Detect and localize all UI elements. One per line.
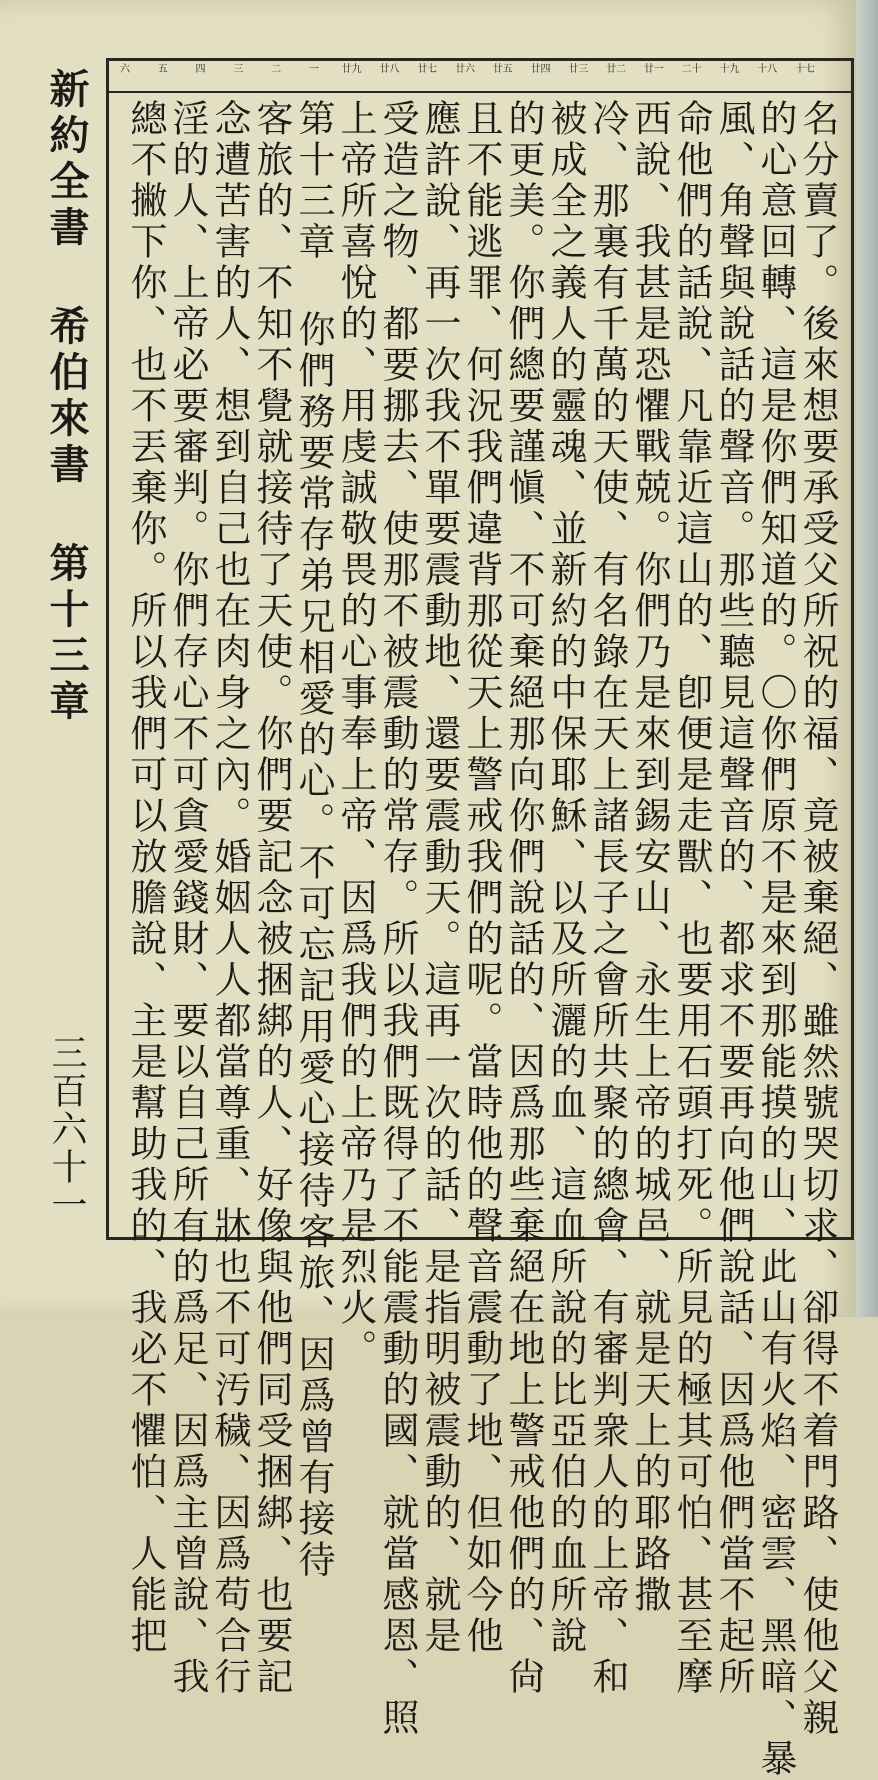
text-column: 受造之物、都要挪去、使那不被震動的常存。所以我們既得了不能震動的國、就當感恩、照 bbox=[376, 99, 419, 1739]
text-column: 的心意回轉、這是你們知道的。〇你們原不是來到那能摸的山、此山有火焰、密雲、黑暗、暴 bbox=[754, 99, 797, 1780]
verse-number: 三 bbox=[233, 64, 244, 75]
verse-number: 二 bbox=[271, 64, 282, 75]
book-title: 新約全書 希伯來書 第十三章 bbox=[43, 68, 90, 726]
text-column: 淫的人、上帝必要審判。你們存心不可貪愛錢財、要以自己所有的爲足、因爲主曾說、我 bbox=[166, 99, 209, 1698]
text-body bbox=[109, 91, 851, 1780]
text-column: 被成全之義人的靈魂、並新約的中保耶穌、以及所灑的血、這血所說的比亞伯的血所說 bbox=[544, 99, 587, 1657]
verse-number: 廿五 bbox=[492, 64, 513, 75]
text-column: 冷、那裏有千萬的天使、有名錄在天上諸長子之會所共聚的總會、有審判衆人的上帝、和 bbox=[586, 99, 629, 1698]
verse-number-ruler bbox=[109, 61, 851, 93]
verse-number: 廿二 bbox=[606, 64, 627, 75]
text-column: 名分賣了。後來想要承受父所祝的福、竟被棄絕、雖然號哭切求、卻得不着門路、使他父親 bbox=[796, 99, 839, 1739]
verse-number: 六 bbox=[120, 64, 130, 75]
page-number: 三百六十一 bbox=[46, 1034, 87, 1224]
text-column: 第十三章 你們務要常存弟兄相愛的心。不可忘記用愛心接待客旅、因爲曾有接待 bbox=[292, 99, 335, 1581]
verse-number: 十七 bbox=[795, 64, 815, 75]
text-column: 且不能逃罪、何況我們違背那從天上警戒我們的呢。當時他的聲音震動了地、但如今他 bbox=[460, 99, 503, 1657]
verse-number: 五 bbox=[157, 64, 168, 75]
verse-number: 十九 bbox=[719, 64, 740, 75]
text-column: 命他們的話說、凡靠近這山的、卽便是走獸、也要用石頭打死。所見的極其可怕、甚至摩 bbox=[670, 99, 713, 1698]
text-column: 的更美。你們總要謹愼、不可棄絕那向你們說話的、因爲那些棄絕在地上警戒他們的、尙 bbox=[502, 99, 545, 1698]
text-column: 風、角聲與說話的聲音。那些聽見這聲音的、都求不要再向他們說話、因爲他們當不起所 bbox=[712, 99, 755, 1698]
text-column: 西說、我甚是恐懼戰兢。你們乃是來到錫安山、永生上帝的城邑、就是天上的耶路撒 bbox=[628, 99, 671, 1616]
page-edge bbox=[856, 0, 878, 1317]
verse-number: 廿一 bbox=[643, 64, 664, 75]
verse-number: 廿四 bbox=[530, 64, 551, 75]
text-column: 客旅的、不知不覺就接待了天使。你們要記念被捆綁的人、好像與他們同受捆綁、也要記 bbox=[250, 99, 293, 1698]
verse-number: 廿八 bbox=[379, 64, 400, 75]
text-column: 應許說、再一次我不單要震動地、還要震動天。這再一次的話、是指明被震動的、就是 bbox=[418, 99, 461, 1657]
verse-number: 廿九 bbox=[341, 64, 362, 75]
text-column: 念遭苦害的人、想到自己也在肉身之內。婚姻人人都當尊重、牀也不可汚穢、因爲苟合行 bbox=[208, 99, 251, 1698]
verse-number: 廿六 bbox=[455, 64, 475, 75]
text-column: 總不撇下你、也不丟棄你。所以我們可以放膽說、主是幫助我的、我必不懼怕、人能把 bbox=[124, 99, 167, 1657]
verse-number: 十八 bbox=[757, 64, 778, 75]
verse-number: 二十 bbox=[681, 64, 702, 75]
text-column: 上帝所喜悅的、用虔誠敬畏的心事奉上帝、因爲我們的上帝乃是烈火。 bbox=[334, 99, 377, 1370]
running-header bbox=[38, 68, 98, 1248]
text-frame bbox=[106, 58, 854, 1780]
verse-number: 廿三 bbox=[568, 64, 589, 75]
verse-number: 四 bbox=[195, 64, 206, 75]
verse-number: 廿七 bbox=[417, 64, 438, 75]
verse-number: 一 bbox=[308, 64, 319, 75]
